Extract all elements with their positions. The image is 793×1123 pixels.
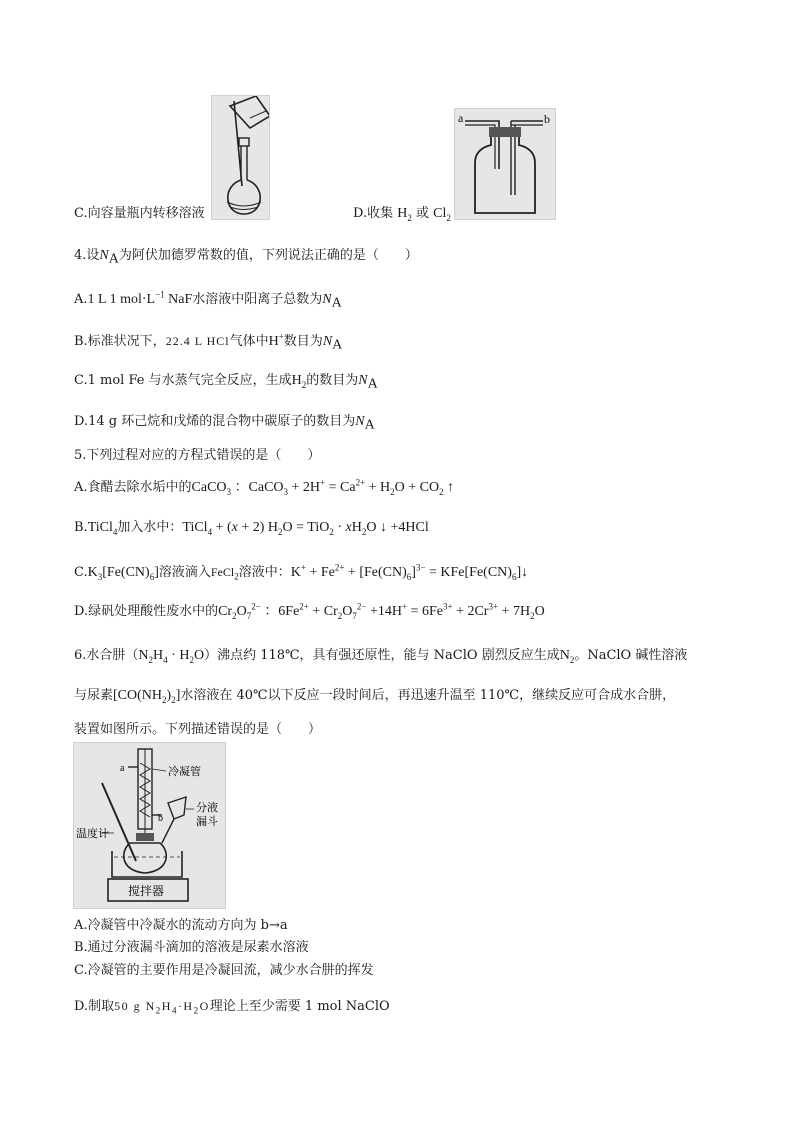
h2-formula: $H_2$	[397, 206, 412, 223]
fig-stirrer-label: 搅拌器	[128, 884, 165, 898]
q4-option-d: D.14 g 环己烷和戊烯的混合物中碳原子的数目为$N_A$	[74, 414, 375, 433]
q5-option-c: $C.K_3[Fe(CN)_6]$溶液滴入FeCl$_2$溶液中：$K^+ + Fe^{2+} + [Fe(CN)_6]^{3-}$ = $KFe[Fe(CN)_6]↓$	[74, 562, 529, 582]
cl2-formula: $Cl_2$	[433, 206, 451, 223]
fig-funnel-label-1: 分液	[196, 801, 218, 814]
q4-option-b: B.标准状况下，22.4 L HCl气体中H+数目为$N_A$	[74, 331, 343, 353]
q5-stem: 5.下列过程对应的方程式错误的是（ ）	[74, 448, 321, 463]
fig-label-b: b	[544, 112, 550, 126]
gas-collection-bottle-figure	[454, 108, 556, 220]
volumetric-flask-figure	[211, 95, 270, 220]
fig-b-label: b	[158, 813, 163, 824]
fig-condenser-label: 冷凝管	[168, 765, 201, 778]
q4-option-a: A.1 L 1 $mol\cdot L^{-1}$ NaF水溶液中阳离子总数为$N_A$	[74, 289, 342, 311]
q4-stem: 4.设$N_A$为阿伏加德罗常数的值，下列说法正确的是（ ）	[74, 248, 418, 267]
apparatus-drawing	[74, 743, 225, 908]
q6-line-3: 装置如图所示。下列描述错误的是（ ）	[74, 722, 322, 737]
q4-option-c: C.1 mol Fe 与水蒸气完全反应，生成$H_2$的数目为$N_A$	[74, 373, 378, 392]
q6-line-1: 6.水合肼$(N_2H_4 \cdot H_2O)$沸点约 118℃，具有强还原性，能与 NaClO 剧烈反应生成$N_2$。NaClO 碱性溶液	[74, 648, 688, 665]
q6-line-2: 与尿素$[CO(NH_2)_2]$水溶液在 40℃以下反应一段时间后，再迅速升温至 110℃，继续反应可合成水合肼，	[74, 688, 676, 705]
q5-option-a: A.食醋去除水垢中的CaCO$_3$ ：CaCO$_3$ + $2H^+ = Ca^{2+} + H_2O + CO_2$ ↑	[74, 477, 455, 497]
gas-bottle-drawing	[455, 109, 555, 219]
q3-option-d: D.收集 $H_2$ 或 $Cl_2$	[353, 206, 451, 223]
q3-option-c: C.向容量瓶内转移溶液	[74, 206, 205, 221]
q6-option-a: A.冷凝管中冷凝水的流动方向为 b→a	[74, 918, 288, 933]
fig-a-label: a	[120, 763, 125, 774]
volumetric-flask-drawing	[212, 96, 269, 219]
q5-option-d: D.绿矾处理酸性废水中的$Cr_2O_7^{2-}$ ：$6Fe^{2+} + Cr_2O_7^{2-} +14H^+ = 6Fe^{3+} + 2Cr^{3+} + 7H_2O$	[74, 601, 545, 621]
q6-option-c: C.冷凝管的主要作用是冷凝回流，减少水合肼的挥发	[74, 963, 374, 978]
fig-thermometer-label: 温度计	[76, 827, 109, 840]
q6-option-b: B.通过分液漏斗滴加的溶液是尿素水溶液	[74, 940, 309, 955]
fig-label-a: a	[458, 111, 464, 125]
fig-funnel-label-2: 漏斗	[196, 815, 218, 828]
q5-option-b: B.TiCl$_4$加入水中：TiCl$_4$ + (x + 2) $H_2O = TiO_2 \cdot xH_2O$ ↓ +4HCl	[74, 520, 429, 537]
hydrazine-apparatus-figure	[73, 742, 226, 909]
q6-option-d: D.制取50 g $N_2H_4\cdot H_2O$理论上至少需要 1 mol NaClO	[74, 999, 390, 1016]
